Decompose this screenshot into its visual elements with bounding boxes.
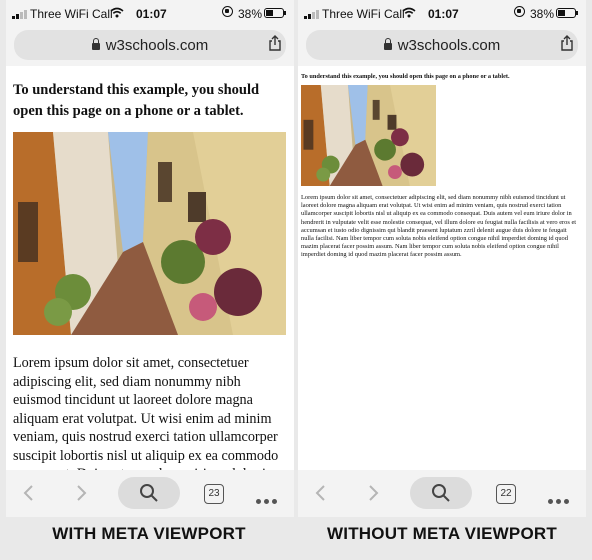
status-bar — [298, 0, 586, 28]
clock-time: 01:07 — [136, 7, 167, 21]
more-dots-icon[interactable] — [548, 478, 574, 508]
orientation-lock-icon — [222, 6, 233, 17]
page-content[interactable] — [6, 66, 294, 470]
battery-percent: 38% — [530, 7, 555, 21]
carrier-label: Three WiFi Call — [30, 7, 113, 21]
body-paragraph: Lorem ipsum dolor sit amet, consectetuer adipiscing elit, sed diam nonummy nibh euismod tincidunt ut laoreet dolore magna aliquam erat volutpat. Ut wisi enim ad minim veniam, quis nostrud exerci tation ullamcorper suscipit lobortis nisl ut aliquip ex ea commodo consequat. Duis autem vel eum iriure dolor in hendrerit in vulputate velit esse molestie consequat, vel illum dolore eu feugiat nulla facilisis at vero eros et accumsan et iusto odio dignissim qui blandit praesent luptatum zzril delenit augue duis dolore te feugait nulla facilisi. Nam liber tempor cum soluta nobis eleifend option congue nihil imperdiet doming id quod mazim placerat facer possim assum. Nam liber tempor cum soluta nobis eleifend option congue nihil imperdiet doming id quod mazim placerat facer possim assum. — [301, 194, 577, 259]
share-icon[interactable] — [268, 35, 282, 51]
orientation-lock-icon — [514, 6, 525, 17]
phone-with-viewport — [6, 0, 294, 517]
magnifier-icon — [139, 483, 159, 503]
battery-icon — [264, 8, 284, 18]
address-bar-area — [6, 28, 294, 66]
share-icon[interactable] — [560, 35, 574, 51]
caption-without-viewport: WITHOUT META VIEWPORT — [327, 524, 557, 543]
wifi-icon — [402, 6, 416, 20]
clock-time: 01:07 — [428, 7, 459, 21]
battery-percent: 38% — [238, 7, 263, 21]
chevron-right-icon[interactable] — [72, 478, 90, 508]
padlock-icon — [384, 43, 392, 50]
caption-with-viewport: WITH META VIEWPORT — [52, 524, 246, 543]
address-bar[interactable] — [306, 30, 578, 60]
page-heading: To understand this example, you should open this page on a phone or a tablet. — [13, 82, 260, 119]
url-text: w3schools.com — [105, 37, 209, 54]
signal-bars-icon — [304, 9, 320, 19]
tabs-button[interactable]: 22 — [496, 484, 516, 504]
status-bar — [6, 0, 294, 28]
carrier-label: Three WiFi Call — [322, 7, 405, 21]
alley-photo — [301, 85, 436, 186]
page-content[interactable] — [298, 66, 586, 470]
chevron-left-icon[interactable] — [20, 478, 38, 508]
url-text: w3schools.com — [397, 37, 501, 54]
address-bar-area — [298, 28, 586, 66]
address-bar[interactable] — [14, 30, 286, 60]
chevron-right-icon[interactable] — [364, 478, 382, 508]
battery-icon — [556, 8, 576, 18]
wifi-icon — [110, 6, 124, 20]
url-display[interactable] — [14, 37, 286, 54]
search-button[interactable] — [410, 477, 472, 509]
browser-toolbar — [6, 470, 294, 517]
browser-toolbar — [298, 470, 586, 517]
body-paragraph: Lorem ipsum dolor sit amet, consectetuer adipiscing elit, sed diam nonummy nibh euismod tincidunt ut laoreet dolore magna aliquam erat volutpat. Ut wisi enim ad minim veniam, quis nostrud exerci tation ullamcorper suscipit lobortis nisl ut aliquip ex ea commodo — [13, 355, 279, 464]
magnifier-icon — [431, 483, 451, 503]
tabs-button[interactable]: 23 — [204, 484, 224, 504]
url-display[interactable] — [306, 37, 578, 54]
padlock-icon — [92, 43, 100, 50]
page-heading: To understand this example, you should open this page on a phone or a tablet. — [301, 73, 510, 80]
alley-photo — [13, 132, 286, 335]
chevron-left-icon[interactable] — [312, 478, 330, 508]
search-button[interactable] — [118, 477, 180, 509]
phone-without-viewport — [298, 0, 586, 517]
signal-bars-icon — [12, 9, 28, 19]
more-dots-icon[interactable] — [256, 478, 282, 508]
